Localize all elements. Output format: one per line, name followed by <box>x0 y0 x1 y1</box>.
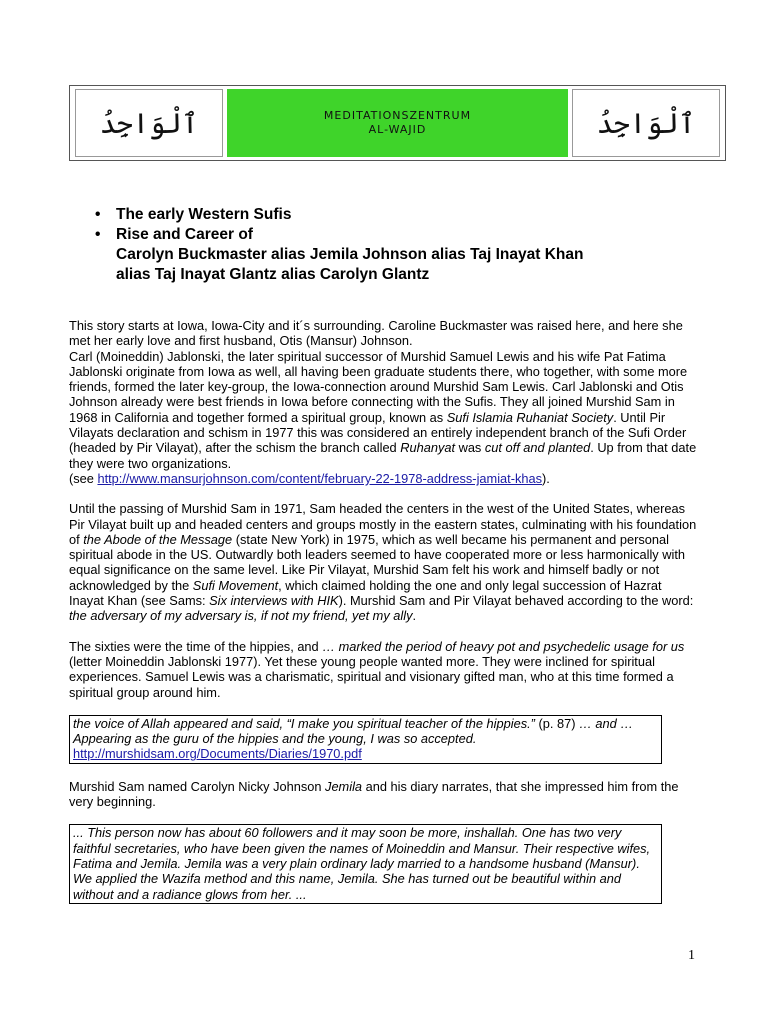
banner-title <box>227 89 568 157</box>
banner-title-line1: MEDITATIONSZENTRUM <box>323 109 472 122</box>
page-number: 1 <box>688 948 695 963</box>
header-banner <box>69 85 726 161</box>
italic-text: cut off and planted <box>484 440 591 456</box>
mansurjohnson-link[interactable]: http://www.mansurjohnson.com/content/february-22-1978-address-jamiat-khas <box>97 470 543 486</box>
paragraph-1 <box>69 318 699 486</box>
italic-text: Sufi Movement <box>192 577 279 593</box>
text: ). <box>542 470 550 486</box>
bullet-text-3: Carolyn Buckmaster alias Jemila Johnson alias Taj Inayat Khan <box>116 246 584 263</box>
paragraph-2 <box>69 501 699 623</box>
text: . <box>412 608 417 624</box>
italic-text: the Abode of the Message <box>83 531 233 547</box>
italic-text: Six interviews with HIK <box>209 593 339 609</box>
text: and his diary narrates, that she impressed him from the very beginning. <box>69 778 679 810</box>
text: (see <box>69 470 98 486</box>
bullet-text-1: The early Western Sufis <box>116 206 292 223</box>
text: (letter Moineddin Jablonski 1977). Yet these young people wanted more. They were inclined for spiritual experiences. Samuel Lewis was a charismatic, spiritual and visionary gifted man, who at this time formed a spiritual group around him. <box>69 653 674 700</box>
logo-left <box>75 89 223 157</box>
text: , which claimed holding the one and only legal succession of Hazrat Inayat Khan (see Sams: <box>69 577 662 609</box>
bullet-text-2: Rise and Career of <box>116 226 253 243</box>
bullet-item <box>95 205 715 225</box>
italic-text: Jemila <box>325 778 363 794</box>
text: Until the passing of Murshid Sam in 1971, Sam headed the centers in the west of the United States, whereas Pir Vilayat built up and headed centers and groups mostly in the eastern states, culminating with his foundation of <box>69 501 697 547</box>
italic-text: the adversary of my adversary is, if not my friend, yet my ally <box>69 608 413 624</box>
italic-text: … and …Appearing as the guru of the hippies and the young, I was so accepted. <box>73 715 634 747</box>
bullet-icon: • <box>95 206 101 223</box>
text: (p. 87) <box>534 715 580 731</box>
text: (state New York) in 1975, which as well became his permanent and personal spiritual abode in the US. Outwardly both leaders seemed to have cooperated more or less harmonically with equal significance on the same level. Like Pir Vilayat, Murshid Sam felt his work and himself badly or not acknowledged by the <box>69 531 685 593</box>
quote-text: ... This person now has about 60 followers and it may soon be more, inshallah. One has two very faithful secretaries, who have been given the names of Moineddin and Mansur. Their respective wifes, Fatima and Jemila. Jemila was a very plain ordinary lady married to a handsome husband (Mansur). We applied the Wazifa method and this name, Jemila. She has turned out be beautiful within and without and a radiance glows from her. ... <box>73 825 651 902</box>
bullet-icon: • <box>95 226 101 243</box>
bullet-text-4: alias Taj Inayat Glantz alias Carolyn Glantz <box>116 266 430 283</box>
text: The sixties were the time of the hippies, and <box>69 638 323 654</box>
text: . Until Pir Vilayats declaration and schism in 1977 this was considered an entirely independent branch of the Sufi Order (headed by Pir Vilayat), after the schism the branch called <box>69 409 687 456</box>
document-body <box>69 318 699 919</box>
text: was <box>455 440 485 456</box>
banner-title-line2: AL-WAJID <box>368 123 427 136</box>
text: . Up from that date they were two organizations. <box>69 440 697 471</box>
text: Murshid Sam named Carolyn Nicky Johnson <box>69 778 326 794</box>
text: This story starts at Iowa, Iowa-City and it´s surrounding. Caroline Buckmaster was raised here, and here she met her early love and first husband, Otis (Mansur) Johnson. <box>69 318 683 349</box>
al-wajid-calligraphy-right: ٱلْوَاجِدُ <box>596 106 696 140</box>
al-wajid-calligraphy-left: ٱلْوَاجِدُ <box>99 106 199 140</box>
italic-text: … marked the period of heavy pot and psychedelic usage for us <box>322 638 685 654</box>
heading-bullets <box>95 205 715 285</box>
text: Carl (Moineddin) Jablonski, the later spiritual successor of Murshid Samuel Lewis and his wife Pat Fatima Jablonski originate from Iowa as well, all having been graduate students there, who together, with some more friends, formed the later key-group, the Iowa-connection around Murshid Sam Lewis. Carl Jablonski and Otis Johnson already were best friends in Iowa before connecting with the Sufis. They all joined Murshid Sam in 1968 in California and together formed a spiritual group, known as <box>69 348 688 425</box>
italic-text: the voice of Allah appeared and said, “I make you spiritual teacher of the hippies.” <box>73 715 535 731</box>
quote-box-1 <box>69 715 662 764</box>
quote-box-2 <box>69 824 662 903</box>
paragraph-3 <box>69 639 699 700</box>
italic-text: Ruhanyat <box>400 440 456 456</box>
logo-right <box>572 89 720 157</box>
murshidsam-diary-link[interactable]: http://murshidsam.org/Documents/Diaries/1970.pdf <box>73 746 362 762</box>
paragraph-4 <box>69 779 699 810</box>
bullet-item <box>95 225 715 245</box>
italic-text: Sufi Islamia Ruhaniat Society <box>446 409 614 425</box>
text: ). Murshid Sam and Pir Vilayat behaved according to the word: <box>338 593 694 609</box>
